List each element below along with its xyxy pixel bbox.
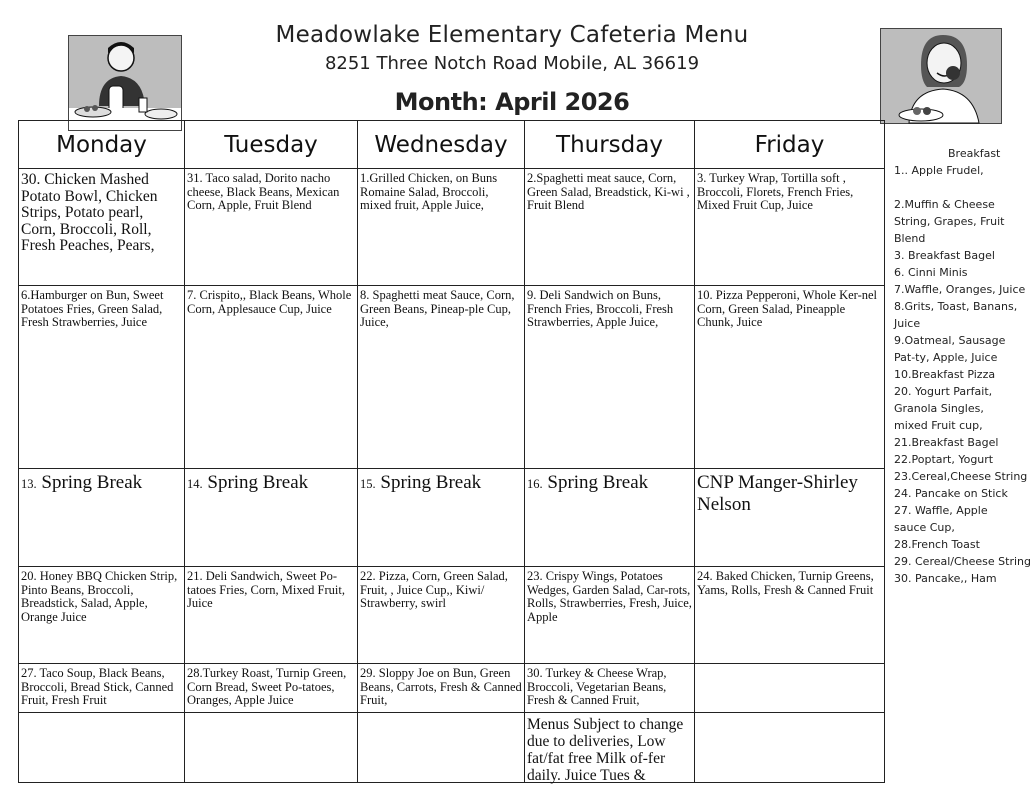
menu-cell-text: 29. Sloppy Joe on Bun, Green Beans, Carrots, Fresh & Canned Fruit, (360, 666, 522, 707)
date-number: 15. (360, 477, 376, 491)
breakfast-item: 2.Muffin & Cheese String, Grapes, Fruit Blend (894, 198, 1005, 245)
menu-cell-text: 1.Grilled Chicken, on Buns Romaine Salad, Broccoli, mixed fruit, Apple Juice, (360, 171, 498, 212)
menu-cell (525, 664, 695, 713)
menu-cell (358, 664, 525, 713)
breakfast-item: 1.. Apple Frudel, (894, 164, 984, 177)
weekday-header-row (19, 121, 885, 169)
breakfast-item: 29. Cereal/Cheese String (894, 555, 1031, 568)
empty-cell (358, 713, 525, 783)
boy-eating-clipart (68, 35, 182, 131)
breakfast-item: 10.Breakfast Pizza (894, 368, 996, 381)
day-header-thursday: Thursday (525, 121, 695, 169)
breakfast-title: Breakfast (948, 147, 1001, 160)
menu-cell (695, 286, 885, 469)
menu-note-cell (525, 713, 695, 783)
date-number: 13. (21, 477, 37, 491)
menu-cell (525, 567, 695, 664)
menu-cell (185, 567, 358, 664)
menu-cell (358, 286, 525, 469)
spring-break-cell (19, 469, 185, 567)
notes-row (19, 713, 885, 783)
menu-note: Menus Subject to change due to deliveries, Low fat/fat free Milk of-fer daily. Juice Tues & (527, 716, 684, 784)
girl-eating-clipart (880, 28, 1002, 124)
menu-cell-text: 9. Deli Sandwich on Buns, French Fries, Broccoli, Fresh Strawberries, Apple Juice, (527, 288, 674, 329)
menu-title: Meadowlake Elementary Cafeteria Menu (275, 22, 749, 48)
date-number: 14. (187, 477, 203, 491)
breakfast-item: 9.Oatmeal, Sausage Pat-ty, Apple, Juice (894, 334, 1006, 364)
breakfast-item: 22.Poptart, Yogurt (894, 453, 994, 466)
menu-cell (185, 169, 358, 286)
day-header-tuesday: Tuesday (185, 121, 358, 169)
menu-cell-text: 22. Pizza, Corn, Green Salad, Fruit, , Juice Cup,, Kiwi/ Strawberry, swirl (360, 569, 508, 610)
menu-cell-text: 3. Turkey Wrap, Tortilla soft , Broccoli, Florets, French Fries, Mixed Fruit Cup, Juice (697, 171, 854, 212)
menu-cell-text: 7. Crispito,, Black Beans, Whole Corn, Applesauce Cup, Juice (187, 288, 352, 316)
week-row (19, 286, 885, 469)
menu-cell (185, 664, 358, 713)
breakfast-item: 20. Yogurt Parfait, Granola Singles, mixed Fruit cup, (894, 385, 993, 432)
breakfast-item: 7.Waffle, Oranges, Juice (894, 283, 1026, 296)
menu-cell (185, 286, 358, 469)
empty-cell (19, 713, 185, 783)
breakfast-item: 21.Breakfast Bagel (894, 436, 999, 449)
menu-cell (19, 286, 185, 469)
week-row (19, 567, 885, 664)
spring-break-cell (525, 469, 695, 567)
cnp-manager-text: CNP Manger-Shirley Nelson (697, 472, 858, 515)
day-header-monday: Monday (19, 121, 185, 169)
menu-cell-text: 2.Spaghetti meat sauce, Corn, Green Salad, Breadstick, Ki-wi , Fruit Blend (527, 171, 690, 212)
day-header-friday: Friday (695, 121, 885, 169)
menu-cell-text: 6.Hamburger on Bun, Sweet Potatoes Fries, Green Salad, Fresh Strawberries, Juice (21, 288, 164, 329)
spring-break-row (19, 469, 885, 567)
menu-month: Month: April 2026 (394, 88, 630, 116)
cnp-manager-cell (695, 469, 885, 567)
empty-cell (185, 713, 358, 783)
breakfast-item: 24. Pancake on Stick (894, 487, 1008, 500)
menu-cell-text: 8. Spaghetti meat Sauce, Corn, Green Beans, Pineap-ple Cup, Juice, (360, 288, 515, 329)
spring-break-label: Spring Break (41, 472, 143, 493)
menu-cell (358, 169, 525, 286)
menu-cell (695, 567, 885, 664)
spring-break-cell (185, 469, 358, 567)
menu-cell-text: 21. Deli Sandwich, Sweet Po-tatoes Fries, Corn, Mixed Fruit, Juice (187, 569, 345, 610)
breakfast-item: 8.Grits, Toast, Banans, Juice (894, 300, 1018, 330)
breakfast-item: 23.Cereal,Cheese String (894, 470, 1028, 483)
menu-cell (525, 286, 695, 469)
menu-cell-text: 28.Turkey Roast, Turnip Green, Corn Bread, Sweet Po-tatoes, Oranges, Apple Juice (187, 666, 347, 707)
school-address: 8251 Three Notch Road Mobile, AL 36619 (324, 53, 700, 74)
date-number: 16. (527, 477, 543, 491)
spring-break-cell (358, 469, 525, 567)
menu-cell-text: 30. Turkey & Cheese Wrap, Broccoli, Vegetarian Beans, Fresh & Canned Fruit, (527, 666, 667, 707)
breakfast-item: 30. Pancake,, Ham (894, 572, 997, 585)
menu-cell-text: 30. Chicken Mashed Potato Bowl, Chicken Strips, Potato pearl, Corn, Broccoli, Roll, Fresh Peaches, Pears, (21, 171, 158, 254)
breakfast-item: 28.French Toast (894, 538, 980, 551)
spring-break-label: Spring Break (207, 472, 309, 493)
menu-cell (695, 169, 885, 286)
menu-cell-text: 20. Honey BBQ Chicken Strip, Pinto Beans, Broccoli, Breadstick, Salad, Apple, Orange Juice (21, 569, 178, 624)
breakfast-item: 6. Cinni Minis (894, 266, 968, 279)
menu-cell-text: 24. Baked Chicken, Turnip Greens, Yams, Rolls, Fresh & Canned Fruit (697, 569, 874, 597)
breakfast-item: 3. Breakfast Bagel (894, 249, 995, 262)
empty-cell (695, 713, 885, 783)
spring-break-label: Spring Break (547, 472, 649, 493)
menu-cell-text: 10. Pizza Pepperoni, Whole Ker-nel Corn, Green Salad, Pineapple Chunk, Juice (697, 288, 878, 329)
menu-cell (695, 664, 885, 713)
spring-break-label: Spring Break (380, 472, 482, 493)
menu-cell (525, 169, 695, 286)
lunch-menu-table (18, 120, 885, 783)
menu-cell (19, 169, 185, 286)
menu-cell (19, 664, 185, 713)
menu-cell-text: 27. Taco Soup, Black Beans, Broccoli, Bread Stick, Canned Fruit, Fresh Fruit (21, 666, 174, 707)
breakfast-item: 27. Waffle, Apple sauce Cup, (894, 504, 988, 534)
breakfast-list (894, 162, 1031, 587)
week-row (19, 664, 885, 713)
menu-cell (19, 567, 185, 664)
menu-cell-text: 23. Crispy Wings, Potatoes Wedges, Garden Salad, Car-rots, Rolls, Strawberries, Fresh, Juice, Apple (527, 569, 692, 624)
menu-cell (358, 567, 525, 664)
menu-cell-text: 31. Taco salad, Dorito nacho cheese, Black Beans, Mexican Corn, Apple, Fruit Blend (187, 171, 340, 212)
week-row (19, 169, 885, 286)
day-header-wednesday: Wednesday (358, 121, 525, 169)
